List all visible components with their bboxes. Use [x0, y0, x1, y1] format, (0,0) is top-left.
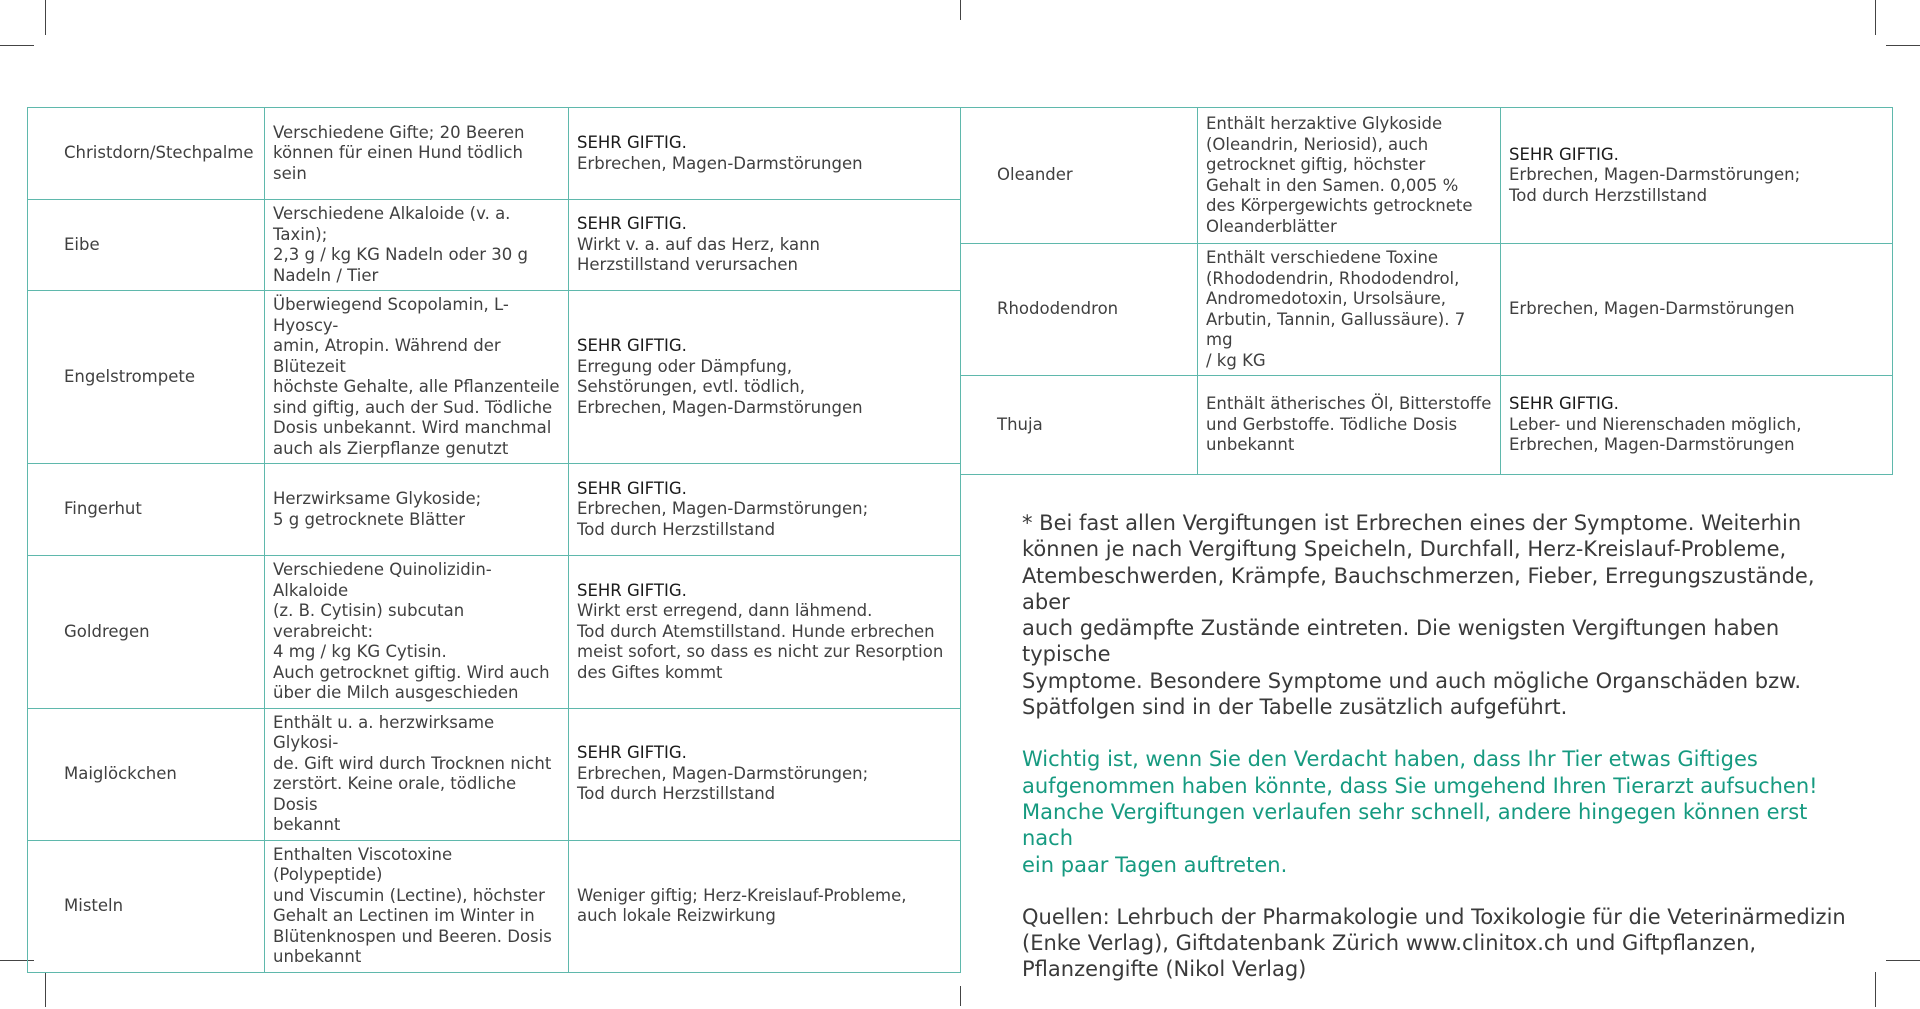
plant-name: Maiglöckchen — [28, 708, 265, 840]
toxin-cell — [1198, 108, 1501, 244]
toxin-line: höchste Gehalte, alle Pflanzenteile — [273, 377, 560, 396]
sources-note — [1022, 904, 1862, 983]
crop-mark — [0, 45, 34, 46]
toxin-line: unbekannt — [1206, 435, 1295, 455]
note-line: Atembeschwerden, Krämpfe, Bauchschmerzen, Fieber, Erregungszustände, aber — [1022, 563, 1815, 614]
table-row — [961, 376, 1893, 475]
toxin-line: können für einen Hund tödlich sein — [273, 143, 523, 183]
poison-plants-table-left — [27, 107, 961, 973]
toxin-line: und Gerbstoffe. Tödliche Dosis — [1206, 414, 1458, 434]
note-line: * Bei fast allen Vergiftungen ist Erbrechen eines der Symptome. Weiterhin — [1022, 511, 1802, 535]
table-row — [28, 556, 961, 709]
table-row — [28, 291, 961, 464]
toxin-line: des Körpergewichts getrocknete — [1206, 196, 1473, 215]
effect-line: meist sofort, so dass es nicht zur Resorption — [577, 642, 944, 661]
plant-name: Eibe — [28, 200, 265, 291]
plant-name: Fingerhut — [28, 464, 265, 556]
plant-name: Christdorn/Stechpalme — [28, 108, 265, 200]
toxin-line: Auch getrocknet giftig. Wird auch — [273, 662, 550, 682]
note-line: auch gedämpfte Zustände eintreten. Die wenigsten Vergiftungen haben typische — [1022, 616, 1780, 667]
note-line: aufgenommen haben könnte, dass Sie umgehend Ihren Tierarzt aufsuchen! — [1022, 773, 1818, 798]
crop-mark — [45, 0, 46, 35]
table-row — [28, 464, 961, 556]
toxin-cell — [265, 556, 569, 709]
note-line: (Enke Verlag), Giftdatenbank Zürich www.clinitox.ch und Giftpflanzen, — [1022, 931, 1757, 956]
effect-line: Weniger giftig; Herz-Kreislauf-Probleme, — [577, 885, 907, 905]
toxin-line: getrocknet giftig, höchster — [1206, 155, 1426, 174]
toxin-cell — [265, 108, 569, 200]
effect-cell — [569, 108, 961, 200]
toxin-line: Oleanderblätter — [1206, 216, 1337, 236]
toxin-line: (Rhododendrin, Rhododendrol, — [1206, 268, 1460, 288]
effect-cell — [569, 291, 961, 464]
effect-line: Erregung oder Dämpfung, — [577, 356, 793, 376]
toxin-line: Gehalt an Lectinen im Winter in — [273, 906, 535, 925]
toxin-cell — [265, 464, 569, 556]
effect-line: Wirkt erst erregend, dann lähmend. — [577, 601, 873, 620]
note-line: Symptome. Besondere Symptome und auch mögliche Organschäden bzw. — [1022, 668, 1802, 693]
note-line: können je nach Vergiftung Speicheln, Durchfall, Herz-Kreislauf-Probleme, — [1022, 537, 1787, 562]
effect-line: Erbrechen, Magen-Darmstörungen — [577, 397, 863, 417]
effect-line: Tod durch Herzstillstand — [1509, 185, 1708, 205]
toxin-cell — [265, 840, 569, 972]
crop-mark — [960, 0, 961, 20]
toxicity-warning: SEHR GIFTIG. — [1509, 394, 1619, 414]
toxin-line: (z. B. Cytisin) subcutan verabreicht: — [273, 601, 465, 641]
toxin-line: 4 mg / kg KG Cytisin. — [273, 642, 447, 661]
note-line: Pflanzengifte (Nikol Verlag) — [1022, 957, 1307, 982]
toxicity-warning: SEHR GIFTIG. — [577, 336, 687, 355]
crop-mark — [1886, 960, 1920, 961]
crop-mark — [1886, 45, 1920, 46]
toxin-line: Andromedotoxin, Ursolsäure, — [1206, 289, 1446, 308]
crop-mark — [1875, 972, 1876, 1007]
effect-line: Wirkt v. a. auf das Herz, kann — [577, 234, 820, 254]
effect-cell — [569, 708, 961, 840]
crop-mark — [45, 972, 46, 1007]
toxin-line: Verschiedene Quinolizidin-Alkaloide — [273, 560, 492, 600]
toxin-line: 5 g getrocknete Blätter — [273, 509, 466, 529]
table-row — [28, 840, 961, 972]
table-row — [28, 108, 961, 200]
poison-plants-table-right — [960, 107, 1893, 475]
plant-name: Thuja — [961, 376, 1198, 475]
effect-cell — [1501, 244, 1893, 376]
effect-line: Erbrechen, Magen-Darmstörungen — [577, 153, 863, 173]
note-line: Quellen: Lehrbuch der Pharmakologie und Toxikologie für die Veterinärmedizin — [1022, 904, 1846, 929]
effect-cell — [1501, 108, 1893, 244]
plant-name: Engelstrompete — [28, 291, 265, 464]
toxin-line: 2,3 g / kg KG Nadeln oder 30 g — [273, 245, 528, 264]
toxin-line: Gehalt in den Samen. 0,005 % — [1206, 175, 1459, 195]
effect-line: Erbrechen, Magen-Darmstörungen — [1509, 435, 1795, 455]
effect-line: Leber- und Nierenschaden möglich, — [1509, 414, 1802, 434]
plant-name: Oleander — [961, 108, 1198, 244]
toxin-line: sind giftig, auch der Sud. Tödliche — [273, 397, 553, 417]
effect-line: des Giftes kommt — [577, 662, 723, 682]
toxin-line: bekannt — [273, 815, 341, 834]
effect-line: Erbrechen, Magen-Darmstörungen; — [577, 499, 869, 519]
effect-line: Erbrechen, Magen-Darmstörungen; — [577, 763, 869, 783]
toxin-line: auch als Zierpflanze genutzt — [273, 438, 509, 458]
effect-cell — [569, 840, 961, 972]
effect-line: Tod durch Herzstillstand — [577, 784, 776, 804]
toxin-cell — [265, 708, 569, 840]
plant-name: Misteln — [28, 840, 265, 972]
toxin-cell — [265, 291, 569, 464]
toxicity-warning: SEHR GIFTIG. — [577, 478, 687, 498]
toxicity-warning: SEHR GIFTIG. — [577, 580, 687, 600]
effect-cell — [1501, 376, 1893, 475]
toxin-line: Enthält u. a. herzwirksame Glykosi- — [273, 712, 495, 752]
toxin-line: de. Gift wird durch Trocknen nicht — [273, 753, 552, 773]
toxicity-warning: SEHR GIFTIG. — [577, 214, 687, 234]
toxin-line: Verschiedene Alkaloide (v. a. Taxin); — [273, 204, 511, 244]
toxicity-warning: SEHR GIFTIG. — [577, 133, 687, 152]
effect-line: Tod durch Atemstillstand. Hunde erbrechen — [577, 621, 935, 641]
note-line: Manche Vergiftungen verlaufen sehr schnell, andere hingegen können erst nach — [1022, 799, 1808, 851]
toxin-cell — [1198, 376, 1501, 475]
table-row — [961, 108, 1893, 244]
effect-cell — [569, 464, 961, 556]
table-row — [961, 244, 1893, 376]
toxin-line: über die Milch ausgeschieden — [273, 683, 519, 702]
effect-line: Herzstillstand verursachen — [577, 255, 798, 275]
toxin-cell — [1198, 244, 1501, 376]
effect-cell — [569, 556, 961, 709]
toxin-line: Arbutin, Tannin, Gallussäure). 7 mg — [1206, 309, 1466, 349]
toxin-line: Enthält verschiedene Toxine — [1206, 248, 1439, 267]
toxin-cell — [265, 200, 569, 291]
toxin-line: zerstört. Keine orale, tödliche Dosis — [273, 774, 517, 814]
crop-mark — [1875, 0, 1876, 35]
toxin-line: Enthalten Viscotoxine (Polypeptide) — [273, 844, 453, 884]
note-line: Spätfolgen sind in der Tabelle zusätzlich aufgeführt. — [1022, 695, 1568, 720]
effect-line: Erbrechen, Magen-Darmstörungen — [1509, 299, 1795, 319]
toxin-line: Blütenknospen und Beeren. Dosis — [273, 926, 552, 946]
toxin-line: (Oleandrin, Neriosid), auch — [1206, 134, 1429, 154]
crop-mark — [960, 986, 961, 1006]
toxin-line: Herzwirksame Glykoside; — [273, 489, 482, 508]
toxin-line: Enthält ätherisches Öl, Bitterstoffe — [1206, 394, 1492, 414]
effect-cell — [569, 200, 961, 291]
toxin-line: Überwiegend Scopolamin, L-Hyoscy- — [273, 295, 509, 335]
table-row — [28, 708, 961, 840]
table-row — [28, 200, 961, 291]
toxin-line: amin, Atropin. Während der Blütezeit — [273, 336, 501, 376]
toxin-line: / kg KG — [1206, 350, 1266, 370]
toxin-line: Enthält herzaktive Glykoside — [1206, 114, 1443, 133]
effect-line: Erbrechen, Magen-Darmstörungen; — [1509, 165, 1801, 185]
toxicity-warning: SEHR GIFTIG. — [577, 743, 687, 763]
effect-line: Tod durch Herzstillstand — [577, 519, 776, 539]
plant-name: Rhododendron — [961, 244, 1198, 376]
important-note — [1022, 746, 1862, 877]
toxin-line: Nadeln / Tier — [273, 265, 379, 285]
toxin-line: unbekannt — [273, 947, 362, 966]
toxin-line: Verschiedene Gifte; 20 Beeren — [273, 122, 525, 142]
symptoms-note — [1022, 510, 1862, 720]
note-line: ein paar Tagen auftreten. — [1022, 852, 1288, 877]
effect-line: Sehstörungen, evtl. tödlich, — [577, 377, 805, 396]
notes-section — [1022, 510, 1862, 1009]
toxin-line: Dosis unbekannt. Wird manchmal — [273, 418, 552, 437]
toxin-line: und Viscumin (Lectine), höchster — [273, 885, 545, 905]
effect-line: auch lokale Reizwirkung — [577, 906, 776, 925]
plant-name: Goldregen — [28, 556, 265, 709]
toxicity-warning: SEHR GIFTIG. — [1509, 144, 1619, 164]
note-line: Wichtig ist, wenn Sie den Verdacht haben, dass Ihr Tier etwas Giftiges — [1022, 747, 1758, 772]
